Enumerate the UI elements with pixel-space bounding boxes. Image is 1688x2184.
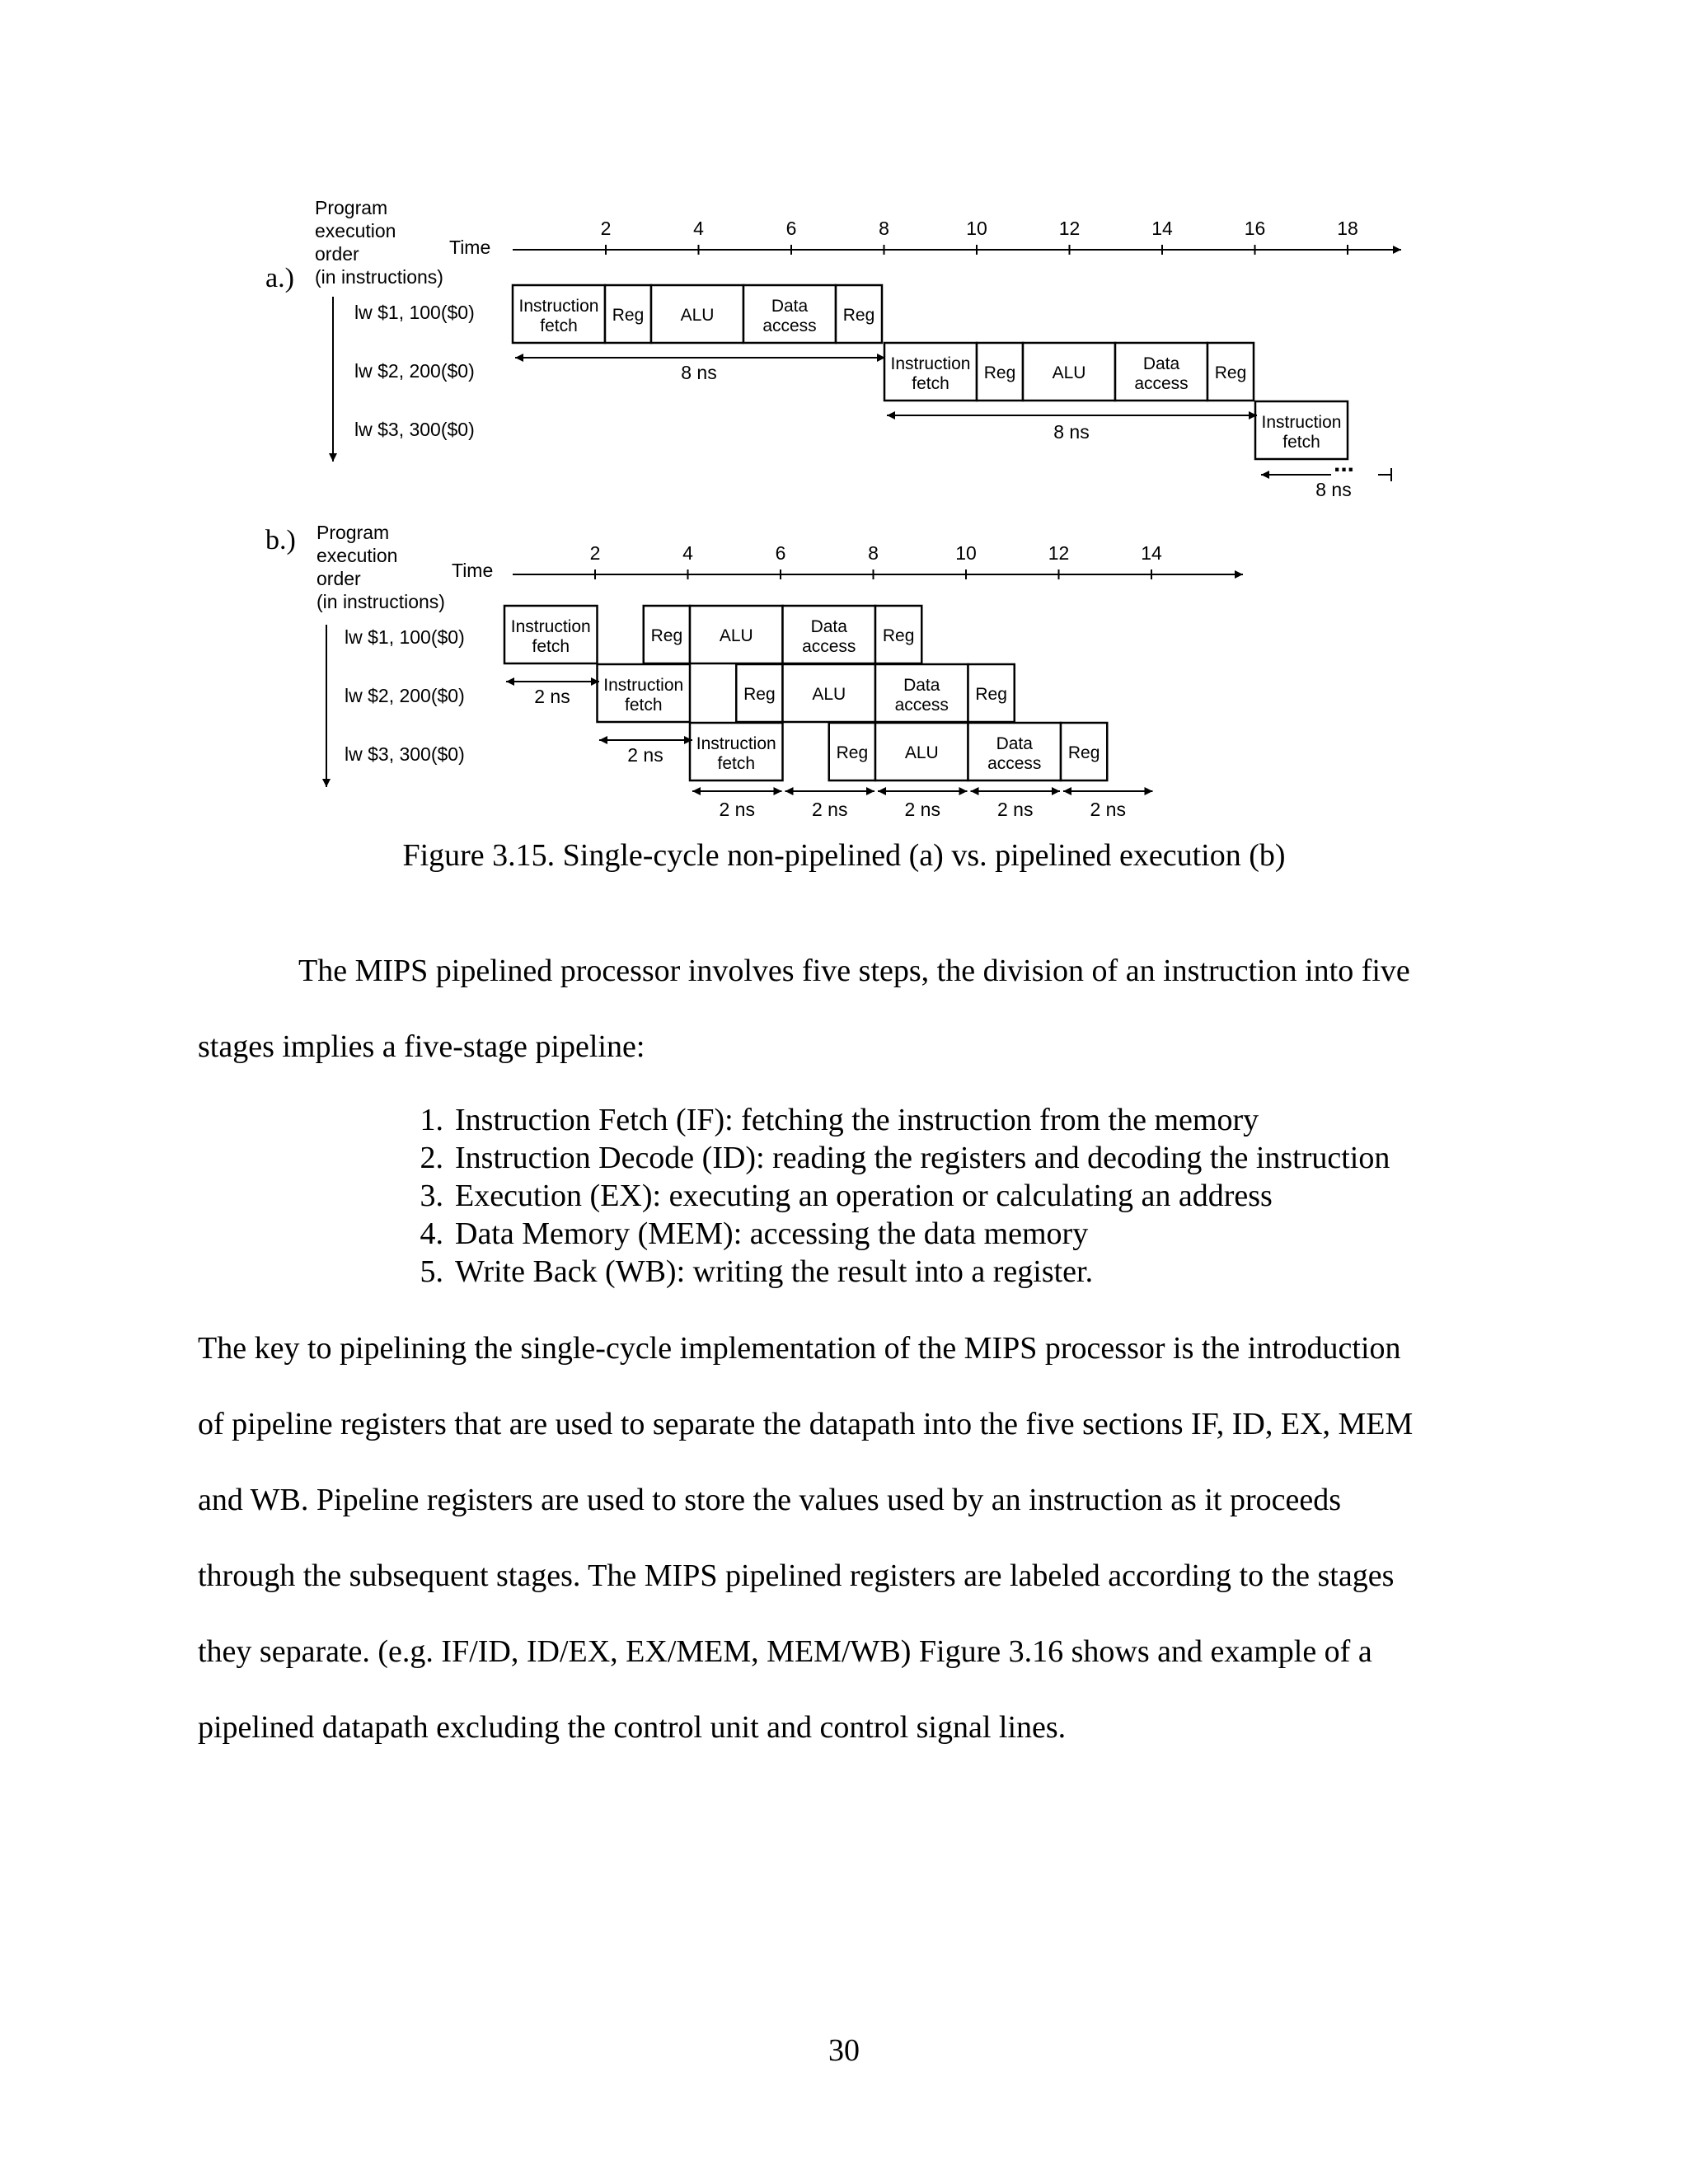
part-b-offset-label: 2 ns bbox=[534, 686, 570, 707]
stage-label: Instruction bbox=[696, 734, 776, 753]
paragraph-2-line: through the subsequent stages. The MIPS pipelined registers are labeled according to the stages bbox=[198, 1558, 1395, 1593]
paragraph-2-line: of pipeline registers that are used to separate the datapath into the five sections IF, ID, EX, MEM bbox=[198, 1407, 1414, 1441]
stage-label: Data bbox=[771, 297, 809, 316]
part-a-label: a.) bbox=[265, 263, 294, 293]
part-a-span-label: 8 ns bbox=[1053, 421, 1090, 443]
stage-label: Data bbox=[903, 676, 940, 695]
axis-tick-label: 18 bbox=[1337, 218, 1358, 239]
stage-label: Data bbox=[810, 617, 847, 636]
instruction-label: lw $2, 200($0) bbox=[354, 360, 475, 382]
stage-label: Reg bbox=[650, 626, 683, 645]
stage-label: Reg bbox=[743, 685, 776, 704]
part-b-label: b.) bbox=[265, 525, 296, 555]
part-a-span-label: 8 ns bbox=[681, 362, 717, 383]
axis-tick-label: 16 bbox=[1244, 218, 1266, 239]
stage-label: fetch bbox=[1282, 433, 1320, 452]
paragraph-2-line: and WB. Pipeline registers are used to store the values used by an instruction as it proceeds bbox=[198, 1483, 1341, 1517]
pipeline-stages-list bbox=[389, 1101, 1390, 1291]
stage-label: Reg bbox=[975, 685, 1007, 704]
svg-text:Program: Program bbox=[315, 197, 388, 218]
axis-tick-label: 12 bbox=[1058, 218, 1081, 239]
stage-label: Reg bbox=[612, 306, 645, 325]
axis-tick-label: 4 bbox=[693, 218, 704, 239]
axis-tick-label: 12 bbox=[1048, 542, 1070, 564]
part-a-yaxis-label bbox=[315, 197, 443, 288]
stage-label: ALU bbox=[680, 306, 715, 325]
svg-text:execution: execution bbox=[316, 545, 398, 566]
axis-tick-label: 14 bbox=[1141, 542, 1162, 564]
axis-tick-label: 6 bbox=[785, 218, 797, 239]
list-item: 4. Data Memory (MEM): accessing the data memory bbox=[420, 1216, 1089, 1251]
stage-label: Reg bbox=[1214, 363, 1247, 382]
part-b-time-label: Time bbox=[452, 560, 494, 581]
svg-text:(in instructions): (in instructions) bbox=[316, 591, 445, 612]
axis-tick-label: 14 bbox=[1151, 218, 1173, 239]
duration-label: 2 ns bbox=[719, 799, 755, 820]
paragraph-2-line: The key to pipelining the single-cycle implementation of the MIPS processor is the introduction bbox=[198, 1331, 1401, 1366]
stage-label: access bbox=[894, 696, 949, 715]
stage-label: Reg bbox=[842, 306, 875, 325]
instruction-label: lw $2, 200($0) bbox=[345, 685, 465, 706]
stage-label: access bbox=[762, 316, 817, 335]
duration-label: 2 ns bbox=[1090, 799, 1126, 820]
list-item: 1. Instruction Fetch (IF): fetching the instruction from the memory bbox=[420, 1103, 1259, 1137]
paragraph-1-line: The MIPS pipelined processor involves five steps, the division of an instruction into five bbox=[298, 954, 1410, 988]
stage-label: Reg bbox=[1067, 743, 1100, 762]
duration-label: 2 ns bbox=[997, 799, 1034, 820]
paragraph-2-line: pipelined datapath excluding the control unit and control signal lines. bbox=[198, 1710, 1067, 1745]
instruction-label: lw $3, 300($0) bbox=[354, 419, 475, 440]
list-item: 5. Write Back (WB): writing the result into a register. bbox=[420, 1254, 1094, 1289]
stage-label: Data bbox=[1142, 354, 1180, 373]
part-b-instructions bbox=[345, 626, 465, 765]
stage-label: Instruction bbox=[510, 617, 591, 636]
paragraph-2-line: they separate. (e.g. IF/ID, ID/EX, EX/MEM, MEM/WB) Figure 3.16 shows and example of a bbox=[198, 1634, 1372, 1669]
figure-caption: Figure 3.15. Single-cycle non-pipelined (a) vs. pipelined execution (b) bbox=[402, 838, 1286, 873]
svg-text:order: order bbox=[315, 243, 359, 265]
svg-text:Program: Program bbox=[316, 522, 390, 543]
axis-tick-label: 2 bbox=[600, 218, 612, 239]
stage-label: Instruction bbox=[518, 297, 599, 316]
stage-label: Instruction bbox=[1261, 413, 1342, 432]
stage-label: Instruction bbox=[890, 354, 971, 373]
part-a-instructions bbox=[354, 302, 475, 440]
svg-text:execution: execution bbox=[315, 220, 396, 241]
part-a-time-label: Time bbox=[449, 237, 491, 258]
stage-label: fetch bbox=[540, 316, 578, 335]
svg-text:order: order bbox=[316, 568, 361, 589]
stage-label: Reg bbox=[836, 743, 869, 762]
axis-tick-label: 8 bbox=[879, 218, 889, 239]
stage-label: Data bbox=[996, 734, 1033, 753]
stage-label: Reg bbox=[882, 626, 915, 645]
axis-tick-label: 6 bbox=[775, 542, 786, 564]
instruction-label: lw $1, 100($0) bbox=[354, 302, 475, 323]
axis-tick-label: 4 bbox=[682, 542, 693, 564]
svg-text:(in instructions): (in instructions) bbox=[315, 266, 443, 288]
duration-label: 2 ns bbox=[904, 799, 940, 820]
axis-tick-label: 8 bbox=[868, 542, 879, 564]
stage-label: ALU bbox=[719, 626, 753, 645]
stage-label: ALU bbox=[812, 685, 846, 704]
page-number: 30 bbox=[828, 2033, 860, 2068]
part-b-stage-blocks bbox=[504, 606, 1107, 780]
ellipsis-text: ... bbox=[1334, 450, 1355, 477]
stage-label: fetch bbox=[912, 374, 950, 393]
stage-label: access bbox=[1134, 374, 1189, 393]
part-b-yaxis-label bbox=[316, 522, 445, 612]
instruction-label: lw $3, 300($0) bbox=[345, 743, 465, 765]
stage-label: fetch bbox=[532, 637, 570, 656]
stage-label: access bbox=[802, 637, 856, 656]
stage-label: fetch bbox=[624, 696, 663, 715]
part-b-offset-label: 2 ns bbox=[627, 744, 663, 766]
stage-label: access bbox=[987, 754, 1042, 773]
axis-tick-label: 10 bbox=[955, 542, 977, 564]
stage-label: Instruction bbox=[603, 676, 684, 695]
list-item: 2. Instruction Decode (ID): reading the registers and decoding the instruction bbox=[420, 1141, 1390, 1175]
duration-label: 2 ns bbox=[812, 799, 848, 820]
axis-tick-label: 10 bbox=[966, 218, 987, 239]
list-item: 3. Execution (EX): executing an operation or calculating an address bbox=[420, 1179, 1273, 1213]
stage-label: fetch bbox=[717, 754, 756, 773]
part-b-bottom-arrows bbox=[692, 791, 1153, 820]
part-a-stage-blocks bbox=[513, 285, 1348, 459]
instruction-label: lw $1, 100($0) bbox=[345, 626, 465, 648]
paragraph-1-line: stages implies a five-stage pipeline: bbox=[198, 1029, 645, 1064]
stage-label: ALU bbox=[1052, 363, 1086, 382]
part-a-span-label: 8 ns bbox=[1315, 479, 1352, 500]
stage-label: Reg bbox=[983, 363, 1016, 382]
axis-tick-label: 2 bbox=[589, 542, 601, 564]
stage-label: ALU bbox=[904, 743, 939, 762]
pipeline-timing-diagram bbox=[0, 0, 1688, 832]
